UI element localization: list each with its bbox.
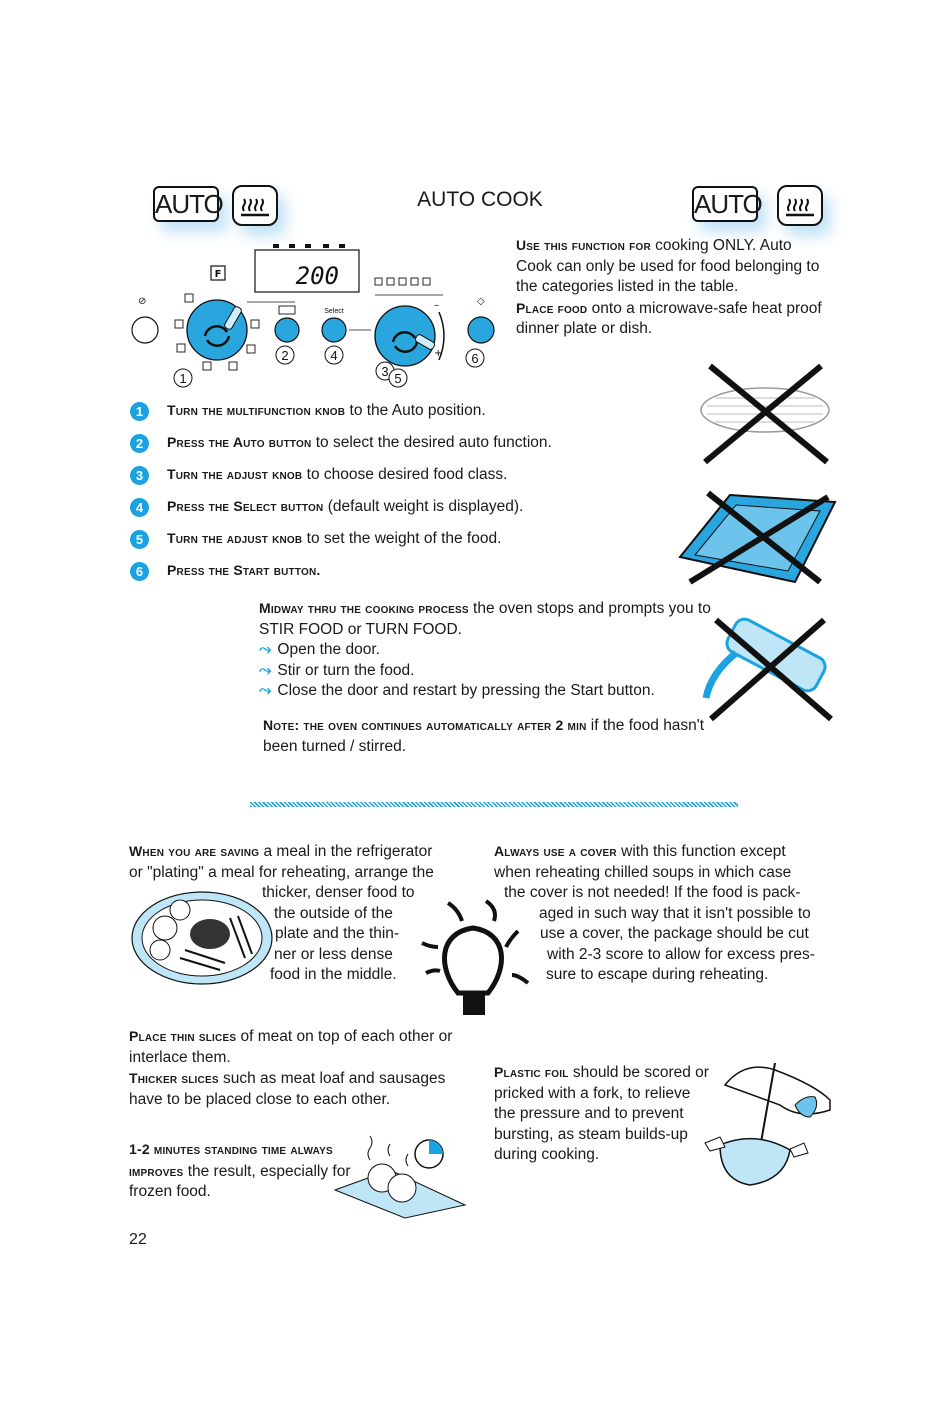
thicker-lead: Thicker slices	[129, 1070, 219, 1086]
start-button[interactable]	[468, 317, 494, 343]
auto-badge-right	[692, 186, 762, 222]
saving-line: plate and the thin-	[275, 925, 400, 942]
slices-lead: Place thin slices	[129, 1028, 237, 1044]
grill-icon-right	[777, 185, 823, 226]
auto-badge-label: AUTO	[694, 189, 762, 219]
saving-lead: When you are saving	[129, 843, 260, 859]
step-4	[167, 498, 523, 516]
display-readout: 200	[295, 262, 339, 290]
step-number: 6	[130, 562, 149, 581]
step-number: 2	[130, 434, 149, 453]
step-lead: Turn the adjust knob	[167, 530, 303, 546]
svg-text:3: 3	[381, 364, 389, 379]
program-icons-row	[375, 278, 430, 285]
foil-line-text: should be scored or	[568, 1064, 709, 1081]
step-body: to set the weight of the food.	[302, 530, 502, 547]
step-6	[167, 562, 320, 580]
adjust-knob[interactable]	[375, 306, 435, 366]
plus-sign: +	[434, 348, 443, 359]
standing-time-tip	[129, 1139, 354, 1203]
cover-tip	[494, 841, 834, 986]
page-title: AUTO COOK	[417, 188, 543, 211]
plated-meal-illustration	[130, 888, 275, 988]
step-body: to the Auto position.	[345, 402, 486, 419]
step-2	[167, 434, 552, 452]
cover-line: sure to escape during reheating.	[546, 966, 769, 983]
foil-line: bursting, as steam builds-up	[494, 1125, 688, 1143]
intro-text	[516, 235, 826, 340]
svg-text:4: 4	[330, 348, 338, 363]
start-icon: ◇	[477, 296, 485, 307]
grill-icon-left	[232, 185, 278, 226]
midway-bullet: Open the door.	[277, 641, 380, 658]
foil-line: pricked with a fork, to relieve	[494, 1084, 691, 1102]
step-lead: Turn the multifunction knob	[167, 402, 346, 418]
stir-icon: ⤳	[259, 641, 272, 658]
step-lead: Turn the adjust knob	[167, 466, 303, 482]
step-5	[167, 530, 501, 548]
select-label: Select	[324, 308, 344, 315]
step-lead: Press the Select button	[167, 498, 324, 514]
grill-icon	[779, 187, 821, 224]
svg-text:6: 6	[471, 351, 479, 366]
power-button[interactable]	[132, 317, 158, 343]
place-food-body: onto a microwave-safe heat proof dinner plate or dish.	[516, 299, 822, 337]
saving-line: food in the middle.	[270, 966, 397, 983]
intro-body: cooking ONLY. Auto Cook can only be used for food belonging to the categories listed in the table.	[516, 237, 820, 295]
cover-line: aged in such way that it isn't possible to	[539, 904, 811, 922]
step-body: (default weight is displayed).	[323, 498, 524, 515]
thicker-body: such as meat loaf and sausages have to be placed close to each other.	[129, 1070, 446, 1108]
page-number: 22	[129, 1231, 147, 1248]
midway-bullet: Stir or turn the food.	[277, 661, 415, 679]
saving-line-text: a meal in the refrigerator	[259, 843, 433, 860]
foil-line: during cooking.	[494, 1146, 600, 1163]
section-divider	[250, 802, 738, 807]
saving-line: thicker, denser food to	[262, 884, 415, 901]
stir-icon: ⤳	[259, 682, 272, 699]
step-number: 5	[130, 530, 149, 549]
place-food-lead: Place food	[516, 299, 588, 316]
fork-piercing-foil-illustration	[695, 1055, 835, 1190]
cover-line	[494, 841, 834, 863]
standing-body: the result, especially for frozen food.	[129, 1162, 351, 1200]
standing-lead: 1-2 minutes standing time always improves	[129, 1141, 333, 1179]
cover-line: use a cover, the package should be cut	[540, 925, 809, 942]
step-1	[167, 402, 486, 420]
grill-icon	[234, 187, 276, 224]
svg-text:2: 2	[281, 348, 289, 363]
note-lead: Note: the oven continues automatically after 2 min	[263, 717, 587, 733]
midway-section	[259, 598, 739, 702]
minus-sign: –	[434, 300, 439, 311]
midway-note	[263, 715, 733, 757]
step-3	[167, 466, 507, 484]
auto-button[interactable]	[275, 318, 299, 342]
auto-badge-label: AUTO	[155, 189, 223, 219]
note-body: if the food hasn't been turned / stirred.	[263, 717, 705, 755]
slices-tip	[129, 1026, 459, 1110]
midway-bullet: Close the door and restart by pressing the Start button.	[277, 682, 655, 699]
step-lead: Press the Start button.	[167, 562, 321, 578]
step-lead: Press the Auto button	[167, 434, 312, 450]
saving-line: ner or less dense	[274, 945, 393, 963]
step-body: to select the desired auto function.	[311, 434, 552, 451]
cover-line: with 2-3 score to allow for excess pres-	[547, 945, 815, 963]
slices-body: of meat on top of each other or interlace them.	[129, 1028, 453, 1066]
midway-lead: Midway thru the cooking process	[259, 600, 469, 616]
svg-text:1: 1	[179, 371, 187, 386]
saving-line	[129, 841, 459, 863]
foil-line: the pressure and to prevent	[494, 1105, 684, 1122]
display-mode-icons	[273, 244, 345, 248]
step-body: to choose desired food class.	[302, 466, 508, 483]
intro-lead: Use this function for	[516, 237, 651, 253]
saving-line: the outside of the	[274, 904, 393, 922]
auto-badge-left	[153, 186, 223, 222]
cover-line: the cover is not needed! If the food is pack-	[504, 884, 801, 901]
select-button[interactable]	[322, 318, 346, 342]
saving-line: or "plating" a meal for reheating, arrange the	[129, 863, 434, 881]
cover-line-text: with this function except	[616, 843, 786, 860]
step-number: 1	[130, 402, 149, 421]
power-icon: ⊘	[138, 296, 147, 307]
stir-icon: ⤳	[259, 661, 272, 679]
cover-line: when reheating chilled soups in which case	[494, 863, 792, 881]
f-label: F	[214, 269, 222, 280]
foil-lead: Plastic foil	[494, 1064, 569, 1080]
standing-time-illustration	[330, 1130, 470, 1220]
no-metal-tray-illustration	[670, 487, 840, 587]
midway-body: the oven stops and prompts you to STIR FOOD or TURN FOOD.	[259, 600, 711, 638]
control-panel-diagram	[125, 240, 505, 395]
step-number: 3	[130, 466, 149, 485]
svg-text:5: 5	[394, 371, 402, 386]
step-number: 4	[130, 498, 149, 517]
no-grill-rack-illustration	[695, 362, 835, 467]
cover-lead: Always use a cover	[494, 843, 617, 859]
